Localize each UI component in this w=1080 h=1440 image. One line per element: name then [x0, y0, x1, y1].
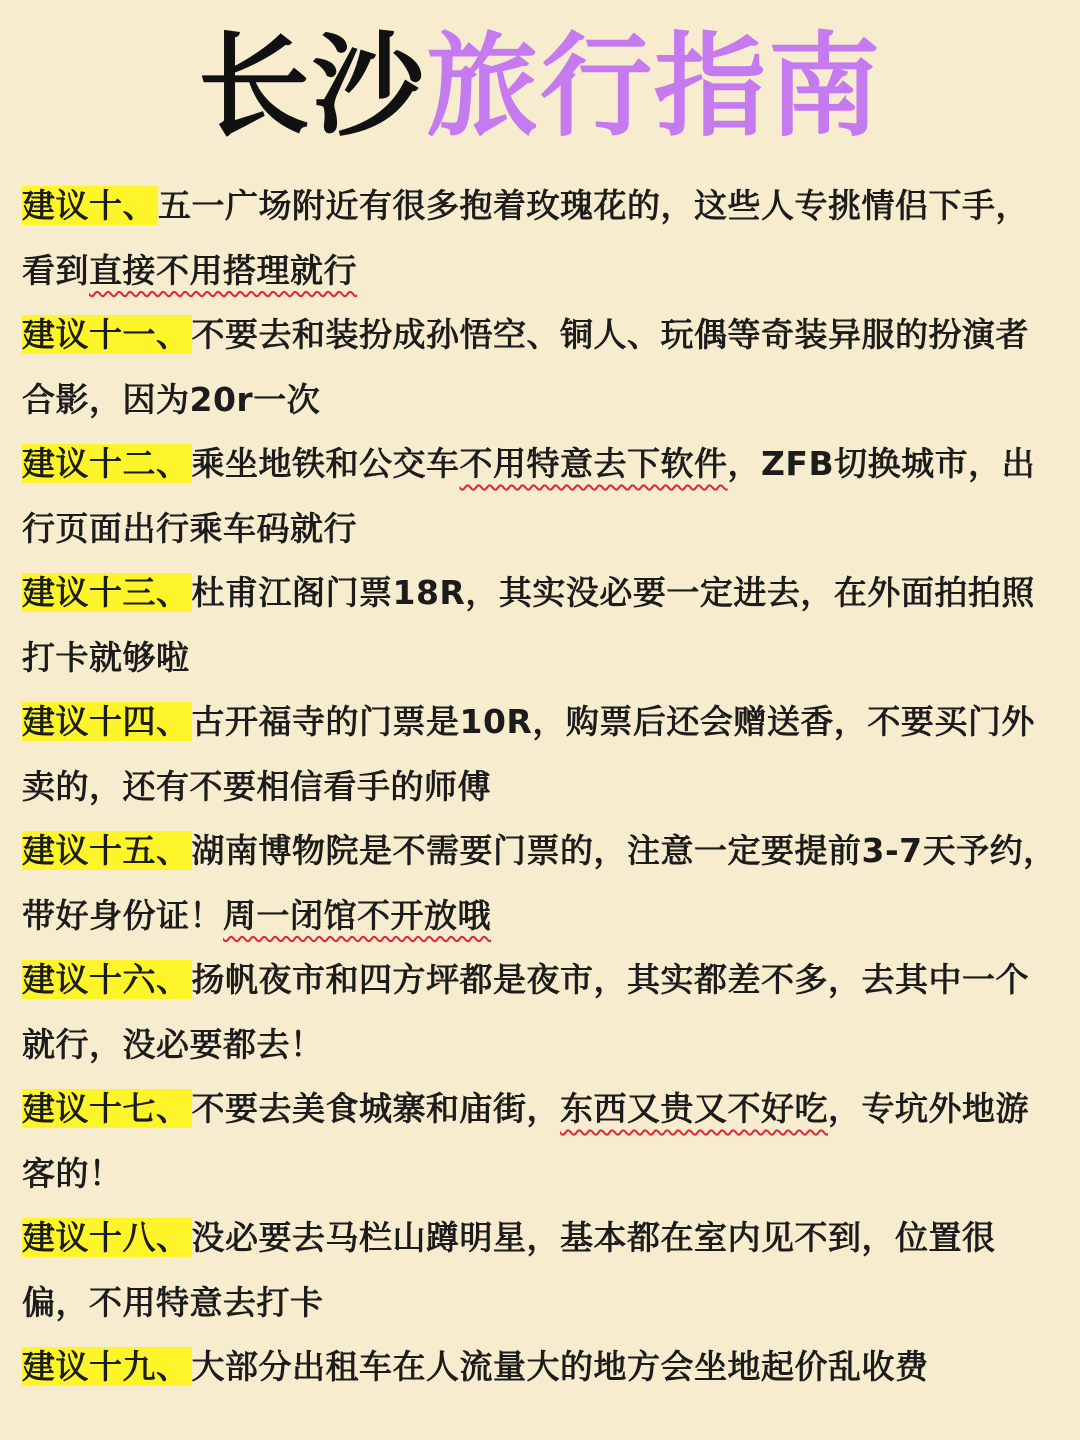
tip-text: 湖南博物院是不需要门票的，注意一定要提前3-7天予约，带好身份证！ [22, 831, 1057, 935]
tip-label: 建议十三、 [22, 573, 190, 612]
tip-text: 古开福寺的门票是10R，购票后还会赠送香，不要买门外卖的，还有不要相信看手的师傅 [22, 702, 1035, 806]
tip-13 [22, 561, 1062, 690]
tip-12 [22, 432, 1062, 561]
tip-label: 建议十一、 [22, 315, 190, 354]
tip-15 [22, 819, 1062, 948]
tip-text: 不要去和装扮成孙悟空、铜人、玩偶等奇装异服的扮演者合影，因为20r一次 [22, 315, 1029, 419]
tip-16 [22, 948, 1062, 1077]
tip-emphasis: 东西又贵又不好吃 [560, 1089, 828, 1128]
tip-text-end: ，ZFB切换城市，出行页面出行乘车码就行 [22, 444, 1036, 548]
tip-10 [22, 174, 1062, 303]
tip-text: 不要去美食城寨和庙街， [191, 1089, 560, 1128]
tip-17 [22, 1077, 1062, 1206]
tip-label: 建议十四、 [22, 702, 190, 741]
tip-text-end: ，专坑外地游客的！ [22, 1089, 1029, 1193]
tip-label: 建议十二、 [22, 444, 190, 483]
tips-list [22, 174, 1062, 1400]
tip-label: 建议十九、 [22, 1347, 190, 1386]
tip-label: 建议十六、 [22, 960, 190, 999]
tip-text: 扬帆夜市和四方坪都是夜市，其实都差不多，去其中一个就行，没必要都去！ [22, 960, 1029, 1064]
tip-14 [22, 690, 1062, 819]
tip-emphasis: 周一闭馆不开放哦 [223, 895, 491, 935]
tip-emphasis: 不用特意去下软件 [459, 444, 728, 483]
title-city: 长沙 [198, 22, 426, 152]
tip-emphasis: 直接不用搭理就行 [89, 250, 357, 290]
tip-text: 大部分出租车在人流量大的地方会坐地起价乱收费 [191, 1347, 929, 1386]
tip-label: 建议十八、 [22, 1218, 190, 1257]
page-title [0, 22, 1080, 152]
tip-label: 建议十、 [22, 186, 156, 225]
tip-text: 五一广场附近有很多抱着玫瑰花的，这些人专挑情侣下手，看到 [22, 186, 1029, 290]
title-guide: 旅行指南 [426, 22, 882, 152]
tip-text: 乘坐地铁和公交车 [191, 444, 460, 483]
tip-text: 杜甫江阁门票18R，其实没必要一定进去，在外面拍拍照打卡就够啦 [22, 573, 1035, 677]
tip-19 [22, 1335, 1062, 1400]
tip-label: 建议十七、 [22, 1089, 190, 1128]
tip-18 [22, 1206, 1062, 1335]
tip-11 [22, 303, 1062, 432]
tip-label: 建议十五、 [22, 831, 190, 870]
tip-text: 没必要去马栏山蹲明星，基本都在室内见不到，位置很偏，不用特意去打卡 [22, 1218, 996, 1322]
